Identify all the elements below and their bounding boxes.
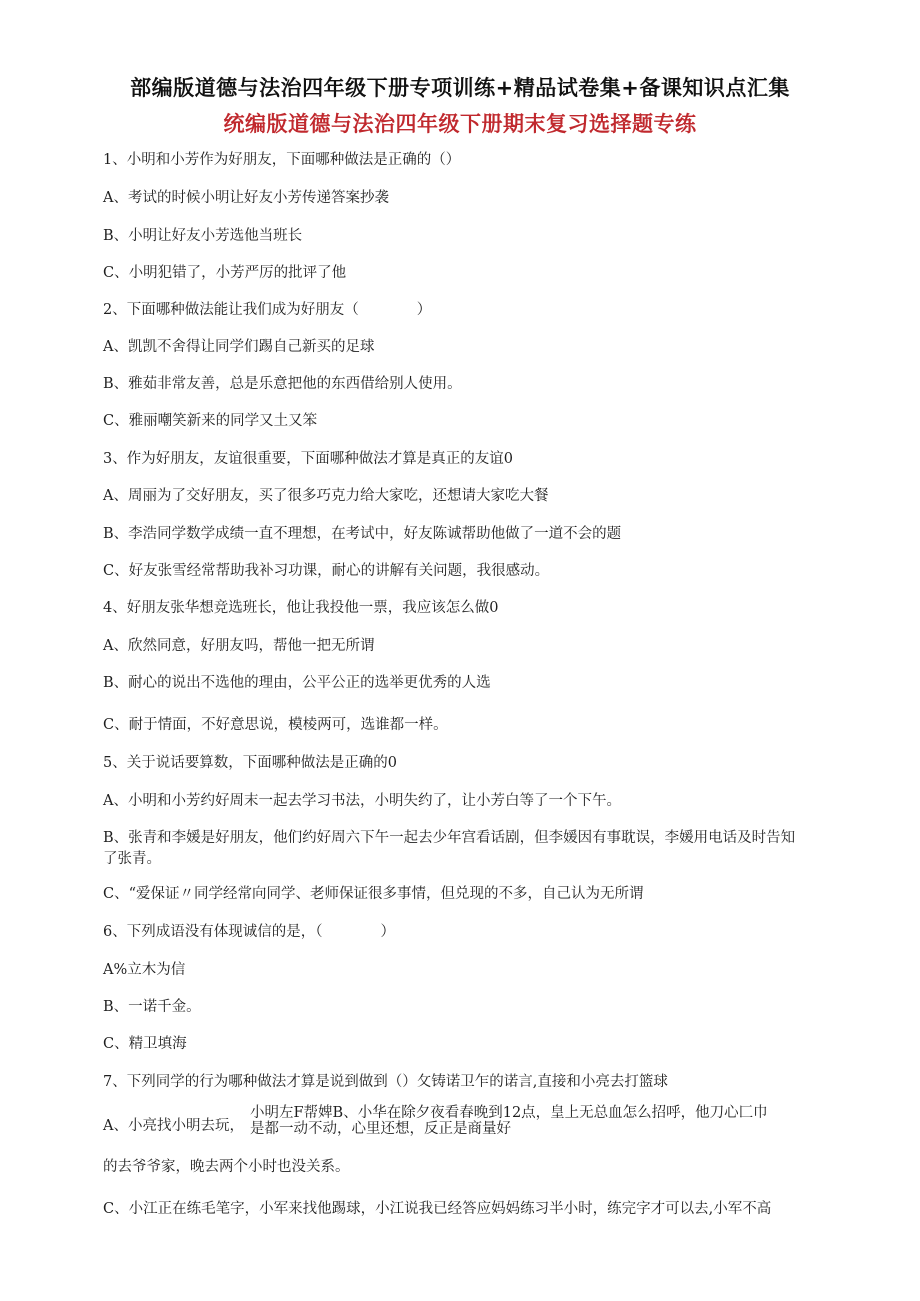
question-stem: 1、小明和小芳作为好朋友，下面哪种做法是正确的（） xyxy=(103,152,461,168)
option-c: C、好友张雪经常帮助我补习功课，耐心的讲解有关问题，我很感动。 xyxy=(103,563,550,579)
option-c: C、“爱保证〃同学经常向同学、老师保证很多事情，但兑现的不多，自己认为无所谓 xyxy=(103,886,644,902)
option-b: B、耐心的说出不选他的理由，公平公正的选举更优秀的人选 xyxy=(103,675,491,691)
option-a: A、小亮找小明去玩， xyxy=(103,1118,244,1134)
question-stem: 4、好朋友张华想竞选班长，他让我投他一票，我应该怎么做0 xyxy=(103,600,499,616)
option-c: C、耐于情面，不好意思说，模棱两可，选谁都一样。 xyxy=(103,717,448,733)
option-b: B、一诺千金。 xyxy=(103,999,201,1015)
option-a: A、小明和小芳约好周末一起去学习书法，小明失约了，让小芳白等了一个下午。 xyxy=(103,793,621,809)
option-a: A%立木为信 xyxy=(103,962,186,978)
option-a: A、凯凯不舍得让同学们踢自己新买的足球 xyxy=(103,339,375,355)
question-stem: 3、作为好朋友，友谊很重要，下面哪种做法才算是真正的友谊0 xyxy=(103,451,513,467)
option-c: C、小明犯错了，小芳严厉的批评了他 xyxy=(103,265,347,281)
option-b: B、张青和李媛是好朋友，他们约好周六下午一起去少年宫看话剧，但李媛因有事耽误，李媛用电话及时告知了张青。 xyxy=(103,830,796,867)
option-c: C、小江正在练毛笔字，小军来找他踢球，小江说我已经答应妈妈练习半小时，练完字才可以去,小军不高 xyxy=(103,1201,772,1217)
option-b: B、雅茹非常友善，总是乐意把他的东西借给别人使用。 xyxy=(103,376,462,392)
document-title: 部编版道德与法治四年级下册专项训练+精品试卷集+备课知识点汇集 xyxy=(130,76,790,100)
option-a: A、考试的时候小明让好友小芳传递答案抄袭 xyxy=(103,190,389,206)
option-a: A、欣然同意，好朋友吗，帮他一把无所谓 xyxy=(103,638,375,654)
option-b: B、小明让好友小芳选他当班长 xyxy=(103,228,303,244)
question-stem: 7、下列同学的行为哪种做法才算是说到做到（）攵铸诺卫乍的诺言,直接和小亮去打篮球 xyxy=(103,1074,668,1090)
document-subtitle: 统编版道德与法治四年级下册期末复习选择题专练 xyxy=(223,112,697,136)
continuation-text: 的去爷爷家，晚去两个小时也没关系。 xyxy=(103,1159,350,1175)
question-stem: 5、关于说话要算数，下面哪种做法是正确的0 xyxy=(103,755,397,771)
question-stem: 2、下面哪种做法能让我们成为好朋友（ ） xyxy=(103,302,432,318)
overlapping-text-line: 小明左F帮婢B、小华在除夕夜看春晚到12点，皇上无总血怎么招呼，他刀心匚巾 xyxy=(250,1105,768,1121)
overlapping-text-line: 是都一动不动，心里还想，反正是商量好 xyxy=(250,1121,511,1137)
option-b: B、李浩同学数学成绩一直不理想，在考试中，好友陈诚帮助他做了一道不会的题 xyxy=(103,526,622,542)
option-a: A、周丽为了交好朋友，买了很多巧克力给大家吃，还想请大家吃大餐 xyxy=(103,488,549,504)
option-c: C、雅丽嘲笑新来的同学又土又笨 xyxy=(103,413,318,429)
option-c: C、精卫填海 xyxy=(103,1036,187,1052)
question-stem: 6、下列成语没有体现诚信的是，（ ） xyxy=(103,924,395,940)
